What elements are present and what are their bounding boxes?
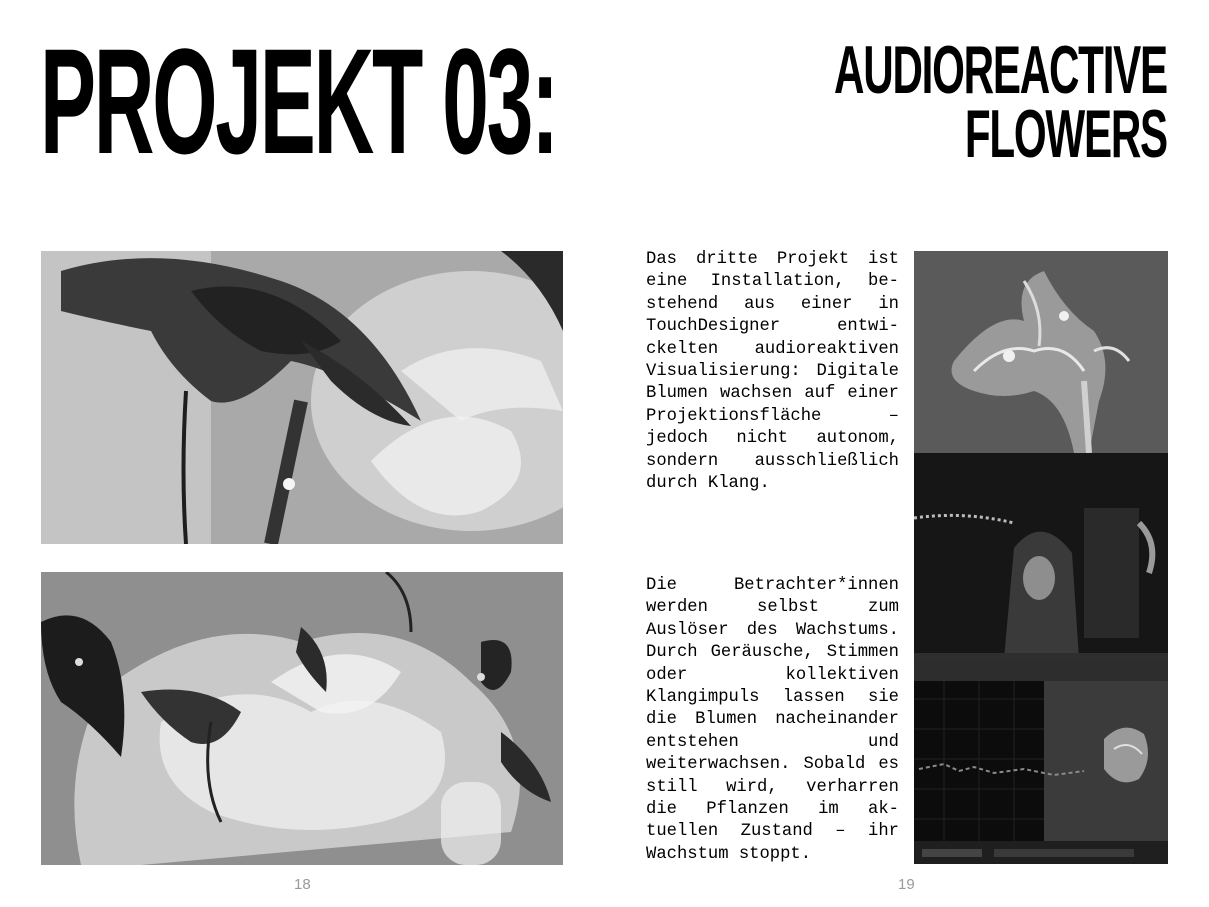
page-number-right: 19 — [898, 876, 915, 893]
intro-paragraph: Das dritte Projekt ist eine Installation, bestehend aus einer in TouchDesigner entwickelten audioreaktiven Visualisierung: Digitale Blumen wachsen auf einer Projektionsfläche – jedoch nicht autonom, sondern ausschließlich durch Klang. — [646, 250, 899, 494]
photo-visitor-in-installation — [914, 453, 1168, 659]
page-number-left: 18 — [294, 876, 311, 893]
project-subtitle — [834, 32, 1167, 172]
description-paragraph: Die Betrachter*innen werden selbst zum Auslöser des Wachstums. Durch Geräusche, Stimmen oder kollektiven Klangimpuls lassen sie die Blumen nacheinander entstehen und weiterwachsen. Sobald es still wird, verharren die Pflanzen im aktuellen Zustand – ihr Wachstum stoppt. — [646, 576, 899, 864]
photo-digital-flower-visualisation — [914, 251, 1168, 453]
photo-dried-leaves-top — [41, 251, 563, 544]
subtitle-line-2: FLOWERS — [964, 96, 1167, 172]
screenshot-touchdesigner — [914, 659, 1168, 864]
photo-leaves-projection-bottom — [41, 572, 563, 865]
subtitle-line-1: AUDIOREACTIVE — [834, 32, 1167, 108]
project-title: PROJEKT 03: — [40, 17, 557, 185]
